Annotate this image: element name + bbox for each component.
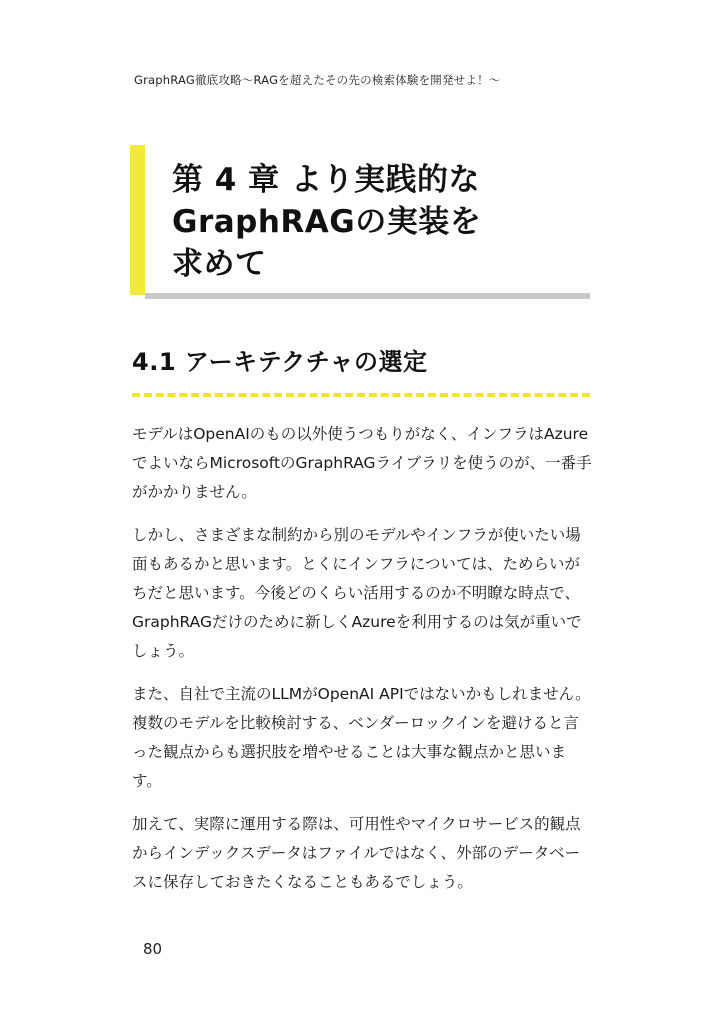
paragraph: 加えて、実際に運用する際は、可用性やマイクロサービス的観点からインデックスデータはファイルではなく、外部のデータベースに保存しておきたくなることもあるでしょう。 [132,815,581,891]
body-text [132,420,594,911]
paragraph: モデルはOpenAIのもの以外使うつもりがなく、インフラはAzureでよいならMicrosoftのGraphRAGライブラリを使うのが、一番手がかかりません。 [132,425,592,501]
running-header: GraphRAG徹底攻略〜RAGを超えたその先の検索体験を開発せよ！〜 [134,73,501,87]
chapter-title [172,159,481,285]
chapter-title-line: 求めて [172,246,267,282]
section-dashed-rule [132,393,590,397]
section-title: 4.1 アーキテクチャの選定 [132,348,428,376]
chapter-title-line: GraphRAGの実装を [172,204,482,240]
chapter-underline [145,293,590,299]
chapter-accent-bar [130,145,145,295]
page-number: 80 [143,940,163,958]
paragraph: また、自社で主流のLLMがOpenAI APIではないかもしれません。複数のモデルを比較検討する、ベンダーロックインを避けると言った観点からも選択肢を増やせることは大事な観点かと思います。 [132,685,591,790]
chapter-title-line: 第 4 章 より実践的な [172,162,480,198]
paragraph: しかし、さまざまな制約から別のモデルやインフラが使いたい場面もあるかと思います。とくにインフラについては、ためらいがちだと思います。今後どのくらい活用するのか不明瞭な時点で、GraphRAGだけのために新しくAzureを利用するのは気が重いでしょう。 [132,526,582,660]
chapter-heading-block [130,145,590,295]
